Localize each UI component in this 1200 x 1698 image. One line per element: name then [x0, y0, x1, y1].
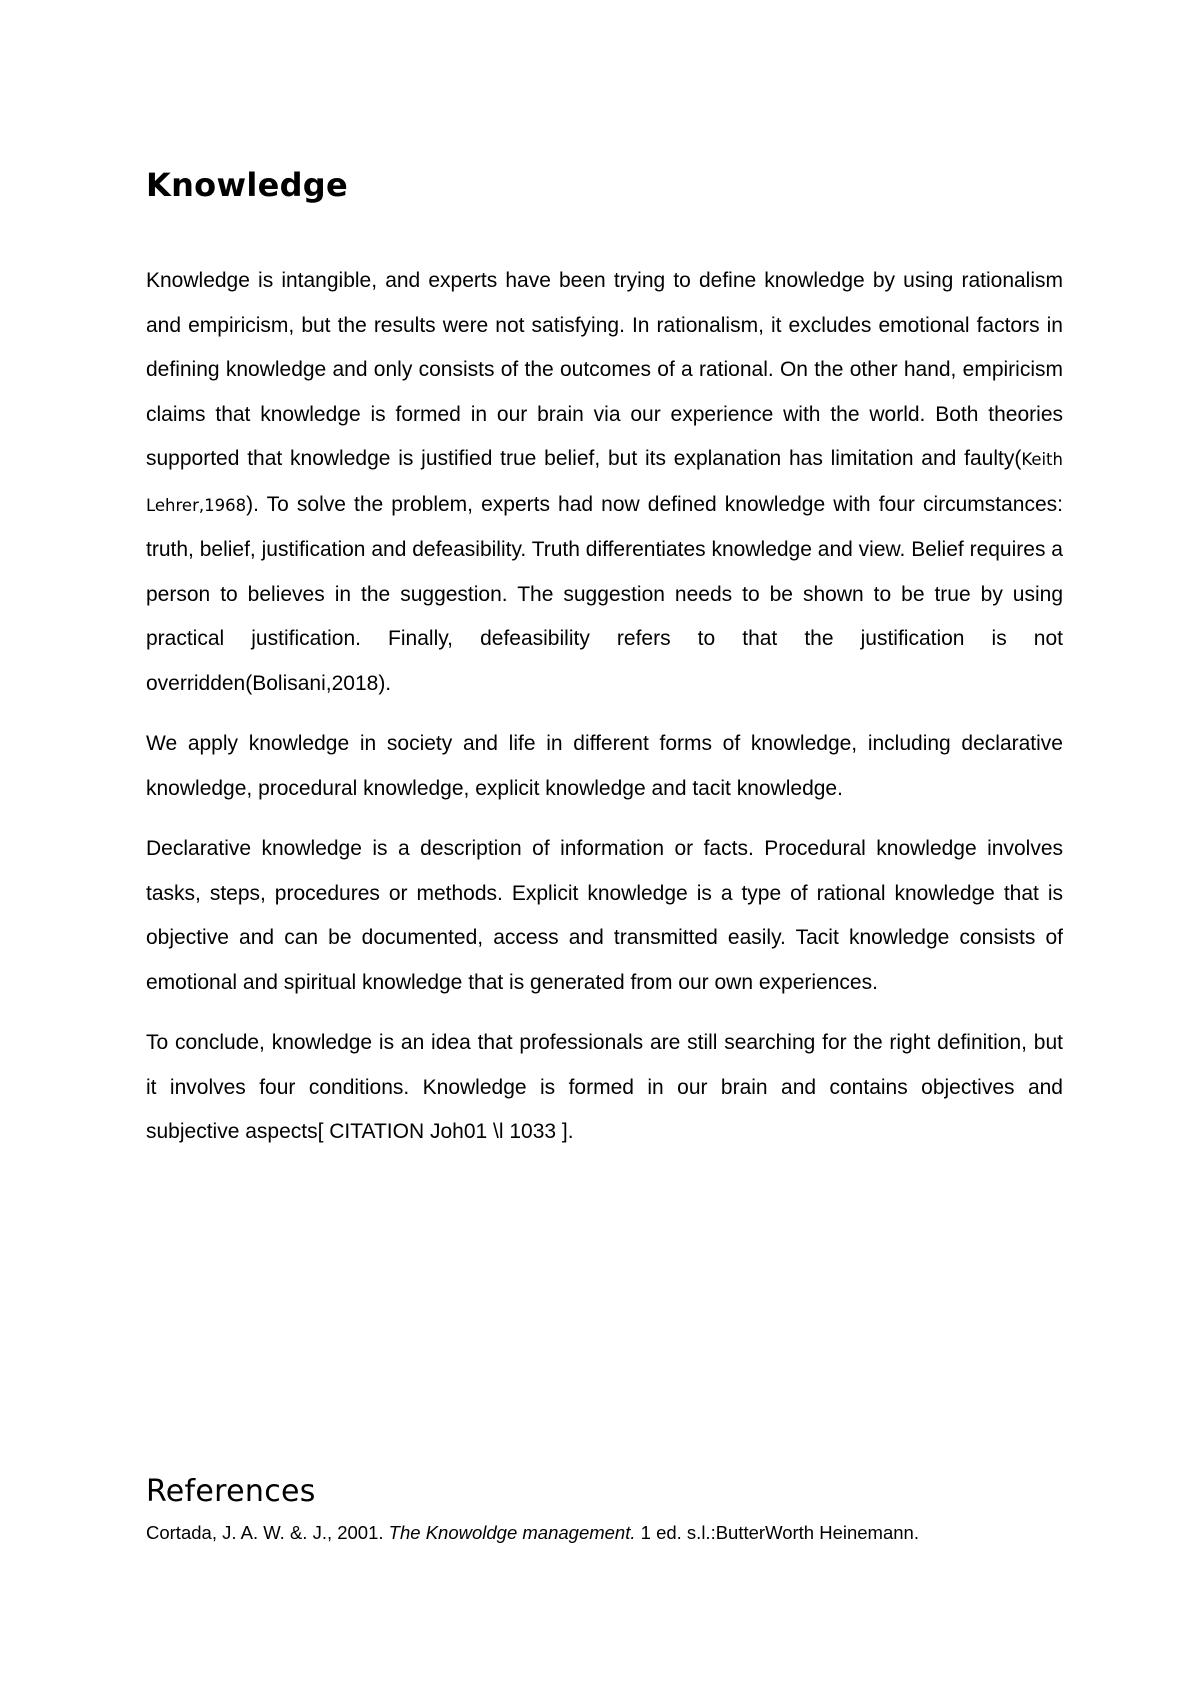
paragraph-text: ). To solve the problem, experts had now defined knowledge with four circumstances: truth, belief, justification and defeasibility. Truth differentiates knowledge and view. Belief requires a person to believes in the suggestion. The suggestion needs to be shown to be true by using practical justification. Finally, defeasibility refers to that the justification is not overridden(Bolisani,2018).	[146, 492, 1063, 695]
reference-authors-year: Cortada, J. A. W. &. J., 2001.	[146, 1522, 389, 1543]
reference-title: The Knowoldge management.	[388, 1522, 636, 1543]
paragraph-types: Declarative knowledge is a description of information or facts. Procedural knowledge involves tasks, steps, procedures or methods. Explicit knowledge is a type of rational knowledge that is objective and can be documented, access and transmitted easily. Tacit knowledge consists of emotional and spiritual knowledge that is generated from our own experiences.	[146, 837, 1063, 994]
document-body	[146, 163, 1063, 1171]
paragraph-text: Knowledge is intangible, and experts have been trying to define knowledge by using rationalism and empiricism, but the results were not satisfying. In rationalism, it excludes emotional factors in defining knowledge and only consists of the outcomes of a rational. On the other hand, empiricism claims that knowledge is formed in our brain via our experience with the world. Both theories supported that knowledge is justified true belief, but its explanation has limitation and faulty(	[146, 269, 1063, 470]
reference-details: 1 ed. s.l.:ButterWorth Heinemann.	[635, 1522, 919, 1543]
paragraph-definition	[146, 259, 1063, 706]
paragraph-forms: We apply knowledge in society and life in different forms of knowledge, including declarative knowledge, procedural knowledge, explicit knowledge and tacit knowledge.	[146, 732, 1063, 800]
references-heading: References	[146, 1474, 316, 1509]
paragraph-conclusion: To conclude, knowledge is an idea that professionals are still searching for the right definition, but it involves four conditions. Knowledge is formed in our brain and contains objectives and subjective aspects[ CITATION Joh01 \l 1033 ].	[146, 1031, 1063, 1143]
body-text	[146, 259, 1063, 1155]
references-section	[146, 1472, 1063, 1546]
document-title: Knowledge	[146, 166, 349, 204]
inline-citation: Keith Lehrer,1968	[146, 450, 1063, 515]
reference-entry	[146, 1520, 1063, 1546]
